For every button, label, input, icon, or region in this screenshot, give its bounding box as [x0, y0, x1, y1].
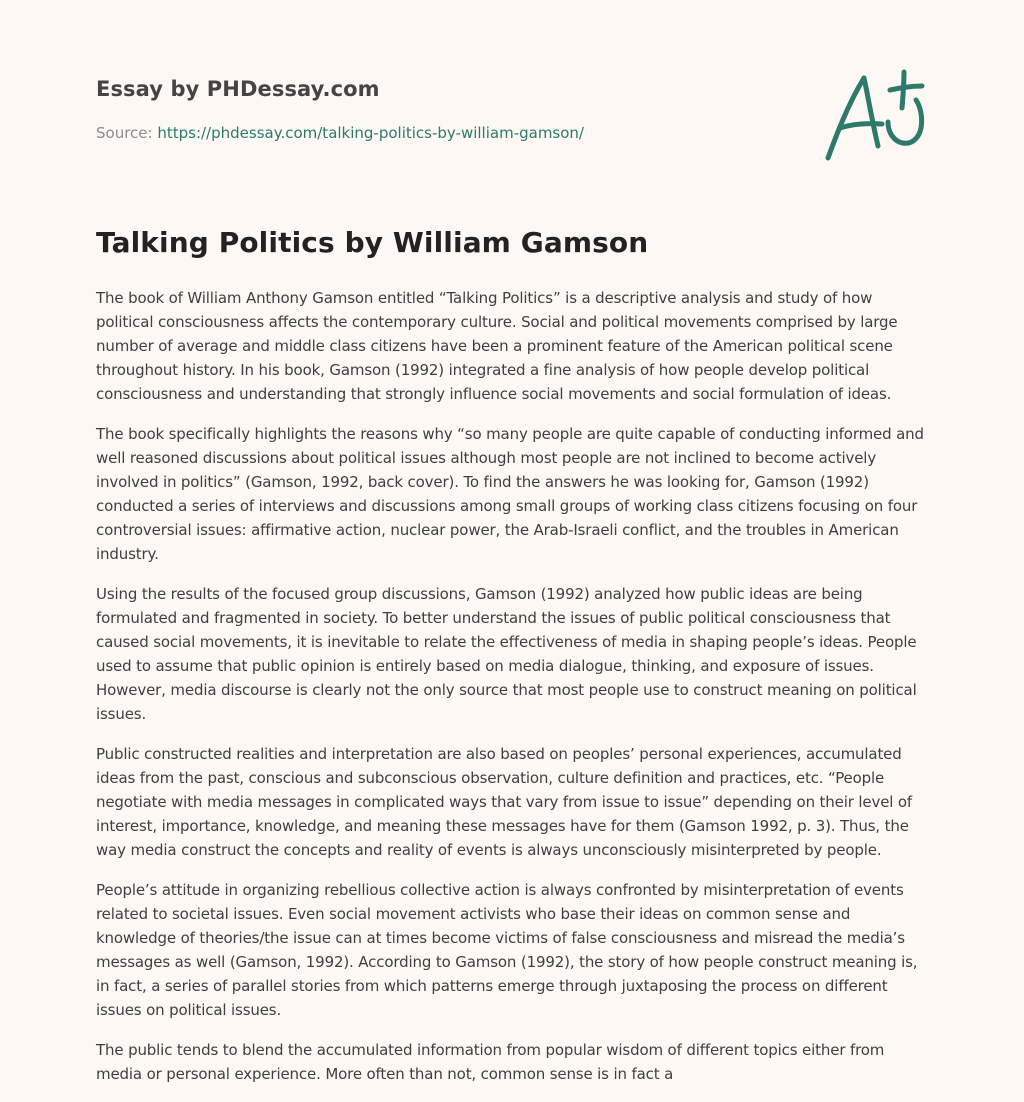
paragraph: The public tends to blend the accumulated information from popular wisdom of different topics either from media or personal experience. More often than not, common sense is in fact a [96, 1041, 885, 1083]
article-body [96, 286, 932, 1102]
article-title: Talking Politics by William Gamson [96, 226, 649, 259]
a-plus-logo-icon [818, 66, 933, 166]
paragraph: People’s attitude in organizing rebellious collective action is always confronted by misinterpretation of events related to societal issues. Even social movement activists who base their ideas on common sense and knowledge of theories/the issue can at times become victims of false consciousness and misread the media’s messages as well (Gamson, 1992). According to Gamson (1992), the story of how people construct meaning is, in fact, a series of parallel stories from which patterns emerge through juxtaposing the process on different issues on political issues. [96, 881, 918, 1019]
paragraph: Using the results of the focused group discussions, Gamson (1992) analyzed how public ideas are being formulated and fragmented in society. To better understand the issues of public political consciousness that caused social movements, it is inevitable to relate the effectiveness of media in shaping people’s ideas. People used to assume that public opinion is entirely based on media dialogue, thinking, and exposure of issues. However, media discourse is clearly not the only source that most people use to construct meaning on political issues. [96, 585, 917, 723]
paragraph: Public constructed realities and interpretation are also based on peoples’ personal experiences, accumulated ideas from the past, conscious and subconscious observation, culture definition and practices, etc. “People negotiate with media messages in complicated ways that vary from issue to issue” depending on their level of interest, importance, knowledge, and meaning these messages have for them (Gamson 1992, p. 3). Thus, the way media construct the concepts and reality of events is always unconsciously misinterpreted by people. [96, 745, 913, 859]
source-line [96, 124, 584, 142]
paragraph: The book specifically highlights the reasons why “so many people are quite capable of conducting informed and well reasoned discussions about political issues although most people are not inclined to become actively involved in politics” (Gamson, 1992, back cover). To find the answers he was looking for, Gamson (1992) conducted a series of interviews and discussions among small groups of working class citizens focusing on four controversial issues: affirmative action, nuclear power, the Arab-Israeli conflict, and the troubles in American industry. [96, 425, 924, 563]
source-link[interactable]: https://phdessay.com/talking-politics-by-william-gamson/ [157, 124, 584, 142]
paragraph: The book of William Anthony Gamson entitled “Talking Politics” is a descriptive analysis and study of how political consciousness affects the contemporary culture. Social and political movements comprised by large number of average and middle class citizens have been a prominent feature of the American political scene throughout history. In his book, Gamson (1992) integrated a fine analysis of how people develop political consciousness and understanding that strongly influence social movements and social formulation of ideas. [96, 289, 898, 403]
source-label: Source: [96, 124, 158, 142]
site-brand: Essay by PHDessay.com [96, 77, 380, 101]
